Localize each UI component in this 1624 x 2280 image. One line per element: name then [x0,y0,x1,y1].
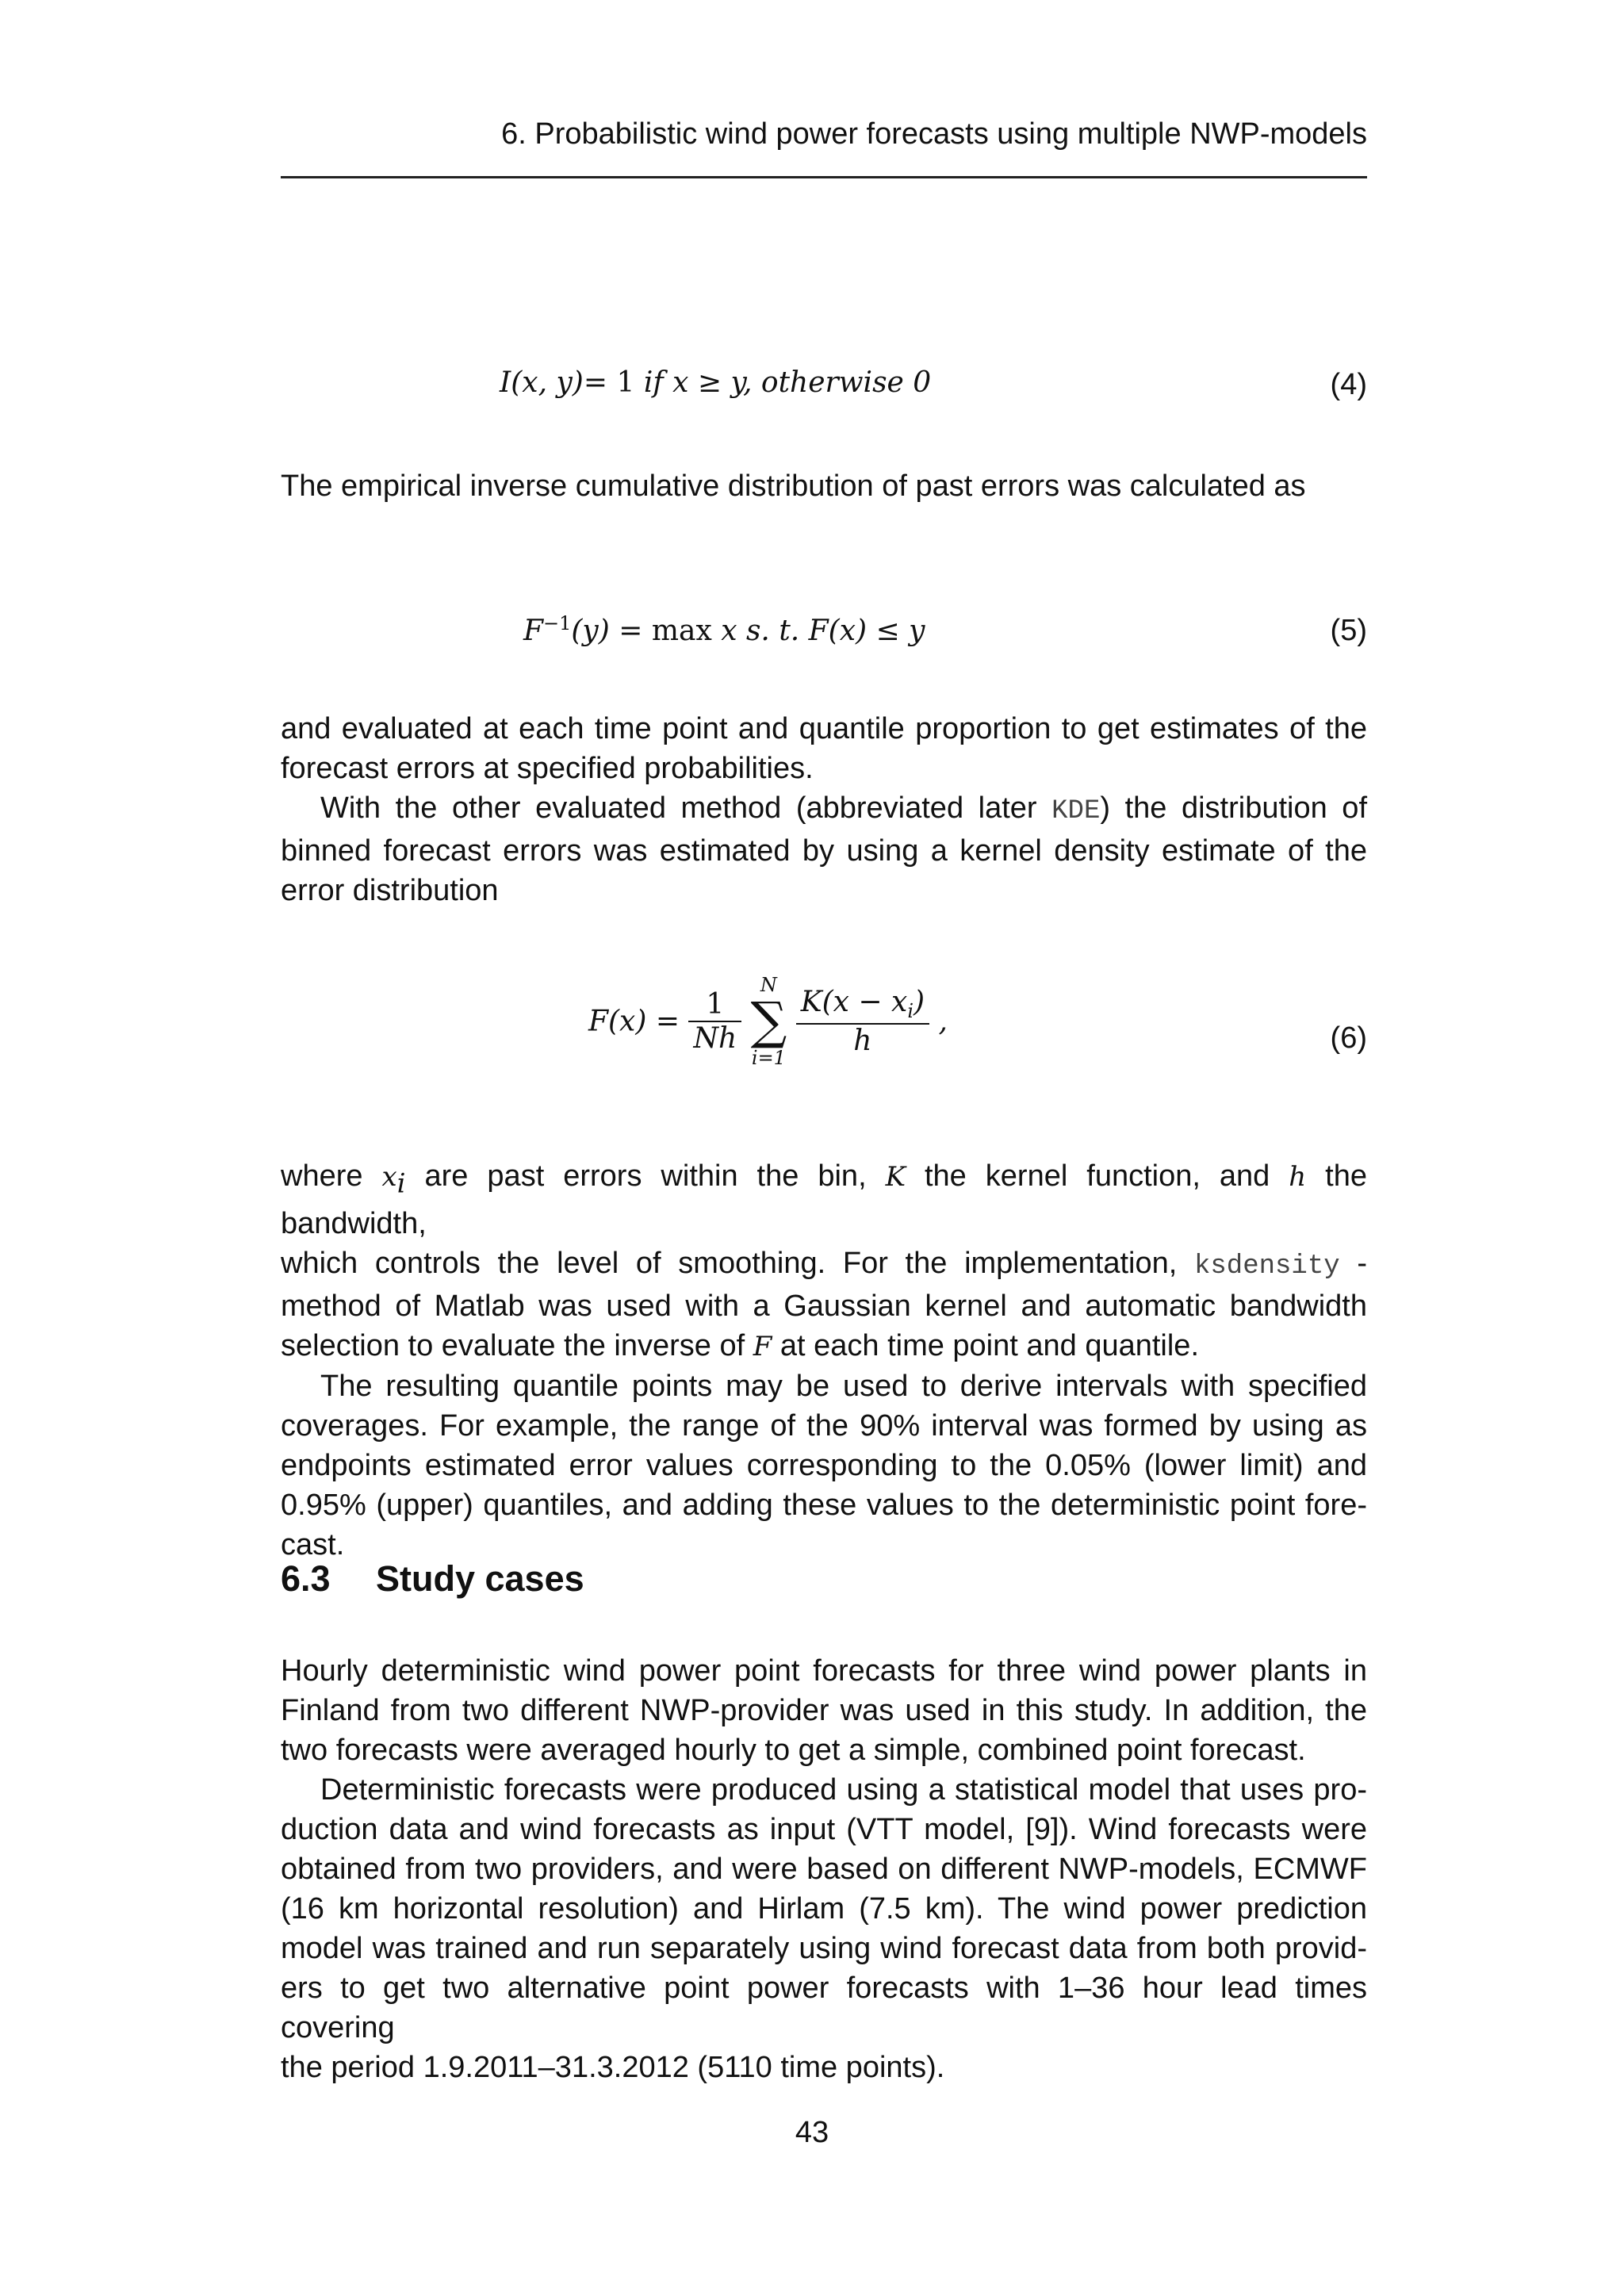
equation-4-body: I(x, y)= 1 if x ≥ y, otherwise 0 [500,366,932,399]
equation-5 [281,609,1367,649]
page-number: 43 [795,2116,829,2149]
code-ksdensity: ksdensity [1194,1251,1340,1282]
paragraph-3: where xi are past errors within the bin, K the kernel function, and h the bandwidth, which controls the level of smoothing. For the implementation, ksdensity - method of Matlab was used with a Gaussian kernel and automatic bandwidth selection to evaluate the inverse of F at each time point and quantile. The resulting quantile points may be used to derive intervals with specified coverages. For example, the range of the 90% interval was formed by using as endpoints estimated error values corresponding to the 0.05% (lower limit) and 0.95% (upper) quantiles, and adding these values to the deterministic point fore- cast. [281,1159,1367,1562]
section-heading [281,1558,584,1600]
equation-4-number: (4) [1330,368,1367,401]
paragraph-2: and evaluated at each time point and quantile proportion to get estimates of the forecast errors at specified probabilities. With the other evaluated method (abbreviated later KDE) the distribution of binned forecast errors was estimated by using a kernel density estimate of the error distribution [281,712,1368,907]
paragraph-4: Hourly deterministic wind power point forecasts for three wind power plants in Finland from two different NWP-provider was used in this study. In addition, the two forecasts were averaged hourly to get a simple, combined point forecast. Deterministic forecasts were produced using a statistical model that uses pro- duction data and wind forecasts as input (VTT model, [9]). Wind forecasts were obtained from two providers, and were based on different NWP-models, ECMWF (16 km horizontal resolution) and Hirlam (7.5 km). The wind power prediction model was trained and run separately using wind forecast data from both provid- ers to get two alternative point power forecasts with 1–36 hour lead times covering the period 1.9.2011–31.3.2012 (5110 time points). [281,1654,1367,2084]
code-kde: KDE [1051,796,1101,826]
equation-5-number: (5) [1330,614,1367,647]
section-title: Study cases [376,1558,584,1599]
equation-6-body: F(x) = $\frac{1}{Nh}$ N ∑ i=1 $\frac{K(x - x_i)}{h}$ , [588,974,948,1069]
equation-6-number: (6) [1330,1021,1367,1055]
equation-6 [281,974,1367,1093]
equation-4 [281,363,1367,403]
paragraph-1: The empirical inverse cumulative distribution of past errors was calculated as [281,469,1306,503]
section-number: 6.3 [281,1558,331,1599]
running-header [281,113,1367,178]
running-title: 6. Probabilistic wind power forecasts using multiple NWP-models [501,117,1367,151]
equation-5-body: $F^{-1}(y) = \max x$ s. t. F(x) ≤ y [523,612,925,647]
